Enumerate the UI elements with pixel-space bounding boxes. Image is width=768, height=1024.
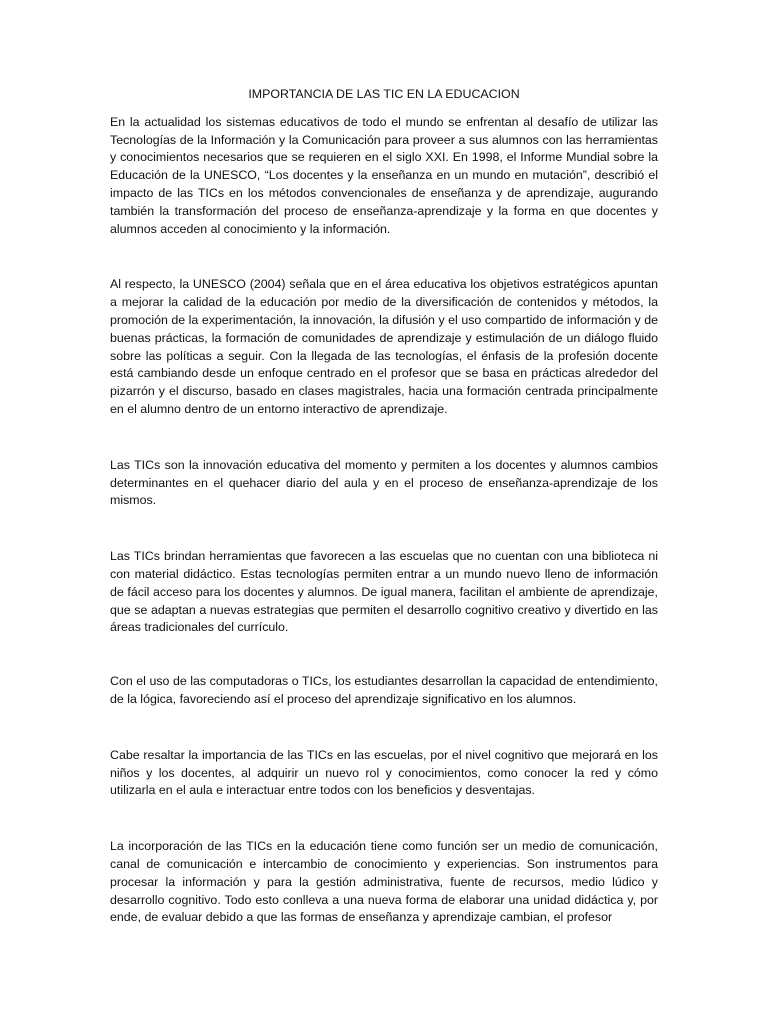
paragraph-unesco: Al respecto, la UNESCO (2004) señala que en el área educativa los objetivos estratégicos apuntan a mejorar la calidad de la educación por medio de la diversificación de contenidos y métodos, la promoción de la experimentación, la innovación, la difusión y el uso compartido de información y de buenas prácticas, la formación de comunidades de aprendizaje y estimulación de un diálogo fluido sobre las políticas a seguir. Con la llegada de las tecnologías, el énfasis de la profesión docente está cambiando desde un enfoque centrado en el profesor que se basa en prácticas alrededor del pizarrón y el discurso, basado en clases magistrales, hacia una formación centrada principalmente en el alumno dentro de un entorno interactivo de aprendizaje. <box>110 277 658 416</box>
paragraph-spacer <box>110 419 658 457</box>
paragraph-spacer <box>110 510 658 548</box>
document-body <box>110 86 658 927</box>
paragraph-spacer <box>110 637 658 673</box>
paragraph-tools: Las TICs brindan herramientas que favorecen a las escuelas que no cuentan con una biblioteca ni con material didáctico. Estas tecnologías permiten entrar a un mundo nuevo lleno de información de fácil acceso para los docentes y alumnos. De igual manera, facilitan el ambiente de aprendizaje, que se adaptan a nuevas estrategias que permiten el desarrollo cognitivo creativo y divertido en las áreas tradicionales del currículo. <box>110 549 658 635</box>
paragraph-intro: En la actualidad los sistemas educativos de todo el mundo se enfrentan al desafío de utilizar las Tecnologías de la Información y la Comunicación para proveer a sus alumnos con las herramientas y conocimientos necesarios que se requieren en el siglo XXI. En 1998, el Informe Mundial sobre la Educación de la UNESCO, “Los docentes y la enseñanza en un mundo en mutación”, describió el impacto de las TICs en los métodos convencionales de enseñanza y de aprendizaje, augurando también la transformación del proceso de enseñanza-aprendizaje y la forma en que docentes y alumnos acceden al conocimiento y la información. <box>110 114 658 236</box>
paragraph-computers: Con el uso de las computadoras o TICs, los estudiantes desarrollan la capacidad de entendimiento, de la lógica, favoreciendo así el proceso del aprendizaje significativo en los alumnos. <box>110 674 658 706</box>
paragraph-innovation: Las TICs son la innovación educativa del momento y permiten a los docentes y alumnos cambios determinantes en el quehacer diario del aula y en el proceso de enseñanza-aprendizaje de los mismos. <box>110 457 658 508</box>
document-title: IMPORTANCIA DE LAS TIC EN LA EDUCACION <box>248 87 520 101</box>
paragraph-spacer <box>110 238 658 276</box>
paragraph-spacer <box>110 800 658 838</box>
paragraph-incorporation: La incorporación de las TICs en la educación tiene como función ser un medio de comunicación, canal de comunicación e intercambio de conocimiento y experiencias. Son instrumentos para procesar la información y para la gestión administrativa, fuente de recursos, medio lúdico y desarrollo cognitivo. Todo esto conlleva a una nueva forma de elaborar una unidad didáctica y, por ende, de evaluar debido a que las formas de enseñanza y aprendizaje cambian, el profesor <box>110 839 658 925</box>
paragraph-spacer <box>110 709 658 747</box>
paragraph-importance: Cabe resaltar la importancia de las TICs en las escuelas, por el nivel cognitivo que mejorará en los niños y los docentes, al adquirir un nuevo rol y conocimientos, como conocer la red y cómo utilizarla en el aula e interactuar entre todos con los beneficios y desventajas. <box>110 747 658 798</box>
